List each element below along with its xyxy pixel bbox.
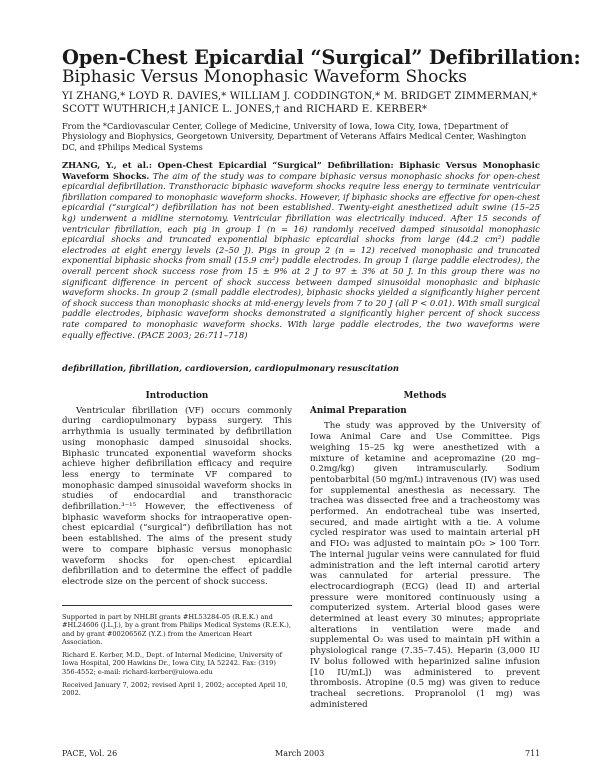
journal-volume: PACE, Vol. 26: [62, 749, 118, 758]
author-list: YI ZHANG,* LOYD R. DAVIES,* WILLIAM J. CODDINGTON,* M. BRIDGET ZIMMERMAN,* SCOTT WUTHRICH,‡ JANICE L. JONES,† and RICHARD E. KERBER*: [62, 91, 538, 115]
abstract: [62, 160, 540, 340]
paper-subtitle: Biphasic Versus Monophasic Waveform Shocks: [62, 67, 467, 87]
funding-footnote: Supported in part by NHLBI grants #HL53284-05 (R.E.K.) and #HL24606 (J.L.J.), by a grant from Philips Medical Systems (R.E.K.), and by grant #0020656Z (Y.Z.) from the American Heart Association.: [62, 613, 291, 646]
methods-paragraph: The study was approved by the University of Iowa Animal Care and Use Committee. Pigs weighing 15–25 kg were anesthetized with a mixture of ketamine and acepromazine (20 mg–0.2mg/kg) given intramuscularly. Sodium pentobarbital (50 mg/mL) intravenous (IV) was used for supplemental anesthesia as necessary. The trachea was dissected free and a tracheostomy was performed. An endotracheal tube was inserted, secured, and made airtight with a tie. A volume cycled respirator was used to maintain arterial pH and FIO₂ was adjusted to maintain pO₂ > 100 Torr. The internal jugular veins were cannulated for fluid administration and the left internal carotid artery was cannulated for arterial pressure. The electrocardiograph (ECG) (lead II) and arterial pressure were monitored continuously using a computerized system. Arterial blood gases were determined at least every 30 minutes; appropriate alterations in ventilation were made and supplemental O₂ was used to maintain pH within a physiological range (7.35–7.45). Heparin (3,000 IU IV bolus followed with heparinized saline infusion [10 IU/mL]) was administered to prevent thrombosis. Atropine (0.5 mg) was given to reduce tracheal secretions. Propranolol (1 mg) was administered: [310, 421, 540, 710]
page-number: 711: [525, 749, 541, 758]
animal-preparation-heading: Animal Preparation: [310, 405, 407, 416]
footnotes: [62, 605, 292, 703]
right-column: [310, 391, 540, 710]
correspondence-footnote: Richard E. Kerber, M.D., Dept. of Internal Medicine, University of Iowa Hospital, 200 Hawkins Dr., Iowa City, IA 52242. Fax: (319) 356-4552; e-mail: richard-kerber@uiowa.edu: [62, 651, 283, 676]
methods-heading: Methods: [403, 391, 447, 401]
introduction-heading: Introduction: [145, 391, 209, 401]
introduction-paragraph: Ventricular fibrillation (VF) occurs commonly during cardiopulmonary bypass surgery. This arrhythmia is usually terminated by defibrillation using monophasic damped sinusoidal shocks. Biphasic truncated exponential waveform shocks achieve higher defibrillation efficacy and require less energy to terminate VF compared to monophasic damped sinusoidal waveform shocks in studies of endocardial and transthoracic defibrillation.³⁻¹⁵ However, the effectiveness of biphasic waveform shocks for intraoperative open-chest epicardial (“surgical”) defibrillation has not been established. The aims of the present study were to compare biphasic versus monophasic waveform shocks for open-chest epicardial defibrillation and to determine the effect of paddle electrode size on the percent of shock success.: [62, 405, 292, 587]
paper-title: Open-Chest Epicardial “Surgical” Defibrillation:: [62, 46, 581, 69]
abstract-heading: ZHANG, Y., et al.: Open-Chest Epicardial “Surgical” Defibrillation: Biphasic Versus Monophasic Waveform Shocks.: [62, 160, 540, 181]
affiliations: From the *Cardiovascular Center, College of Medicine, University of Iowa, Iowa City, Iowa, †Department of Physiology and Biophysics, Georgetown University, Department of Veterans Affairs Medical Center, Washington DC, and ‡Philips Medical Systems: [62, 121, 527, 152]
keywords: defibrillation, fibrillation, cardioversion, cardiopulmonary resuscitation: [62, 363, 399, 373]
received-footnote: Received January 7, 2002; revised April 1, 2002; accepted April 10, 2002.: [62, 681, 288, 698]
abstract-body: The aim of the study was to compare biphasic versus monophasic shocks for open-chest epicardial defibrillation. Transthoracic biphasic waveform shocks require less energy to terminate ventricular fibrillation compared to monophasic waveform shocks. However, if biphasic shocks are effective for open-chest epicardial (“surgical”) defibrillation has not been established. Twenty-eight anesthetized adult swine (15–25 kg) underwent a midline sternotomy. Ventricular fibrillation was electrically induced. After 15 seconds of ventricular fibrillation, each pig in group 1 (n = 16) randomly received damped sinusoidal monophasic epicardial shocks and truncated exponential biphasic epicardial shocks from large (44.2 cm²) paddle electrodes at eight energy levels (2–50 J). Pigs in group 2 (n = 12) received monophasic and truncated exponential biphasic shocks from small (15.9 cm²) paddle electrodes. In group 1 (large paddle electrodes), the overall percent shock success rose from 15 ± 9% at 2 J to 97 ± 3% at 50 J. In this group there was no significant difference in percent of shock success between damped sinusoidal monophasic and biphasic waveform shocks. In group 2 (small paddle electrodes), biphasic shocks yielded a significantly higher percent of shock success than monophasic shocks at mid-energy levels from 7 to 20 J (all P < 0.01). With small surgical paddle electrodes, biphasic waveform shocks demonstrated a significantly higher percent of shock success rate compared to monophasic waveform shocks. With large paddle electrodes, the two waveforms were equally effective. (PACE 2003; 26:711–718): [62, 170, 540, 340]
left-column: [62, 391, 292, 588]
issue-date: March 2003: [275, 749, 325, 758]
